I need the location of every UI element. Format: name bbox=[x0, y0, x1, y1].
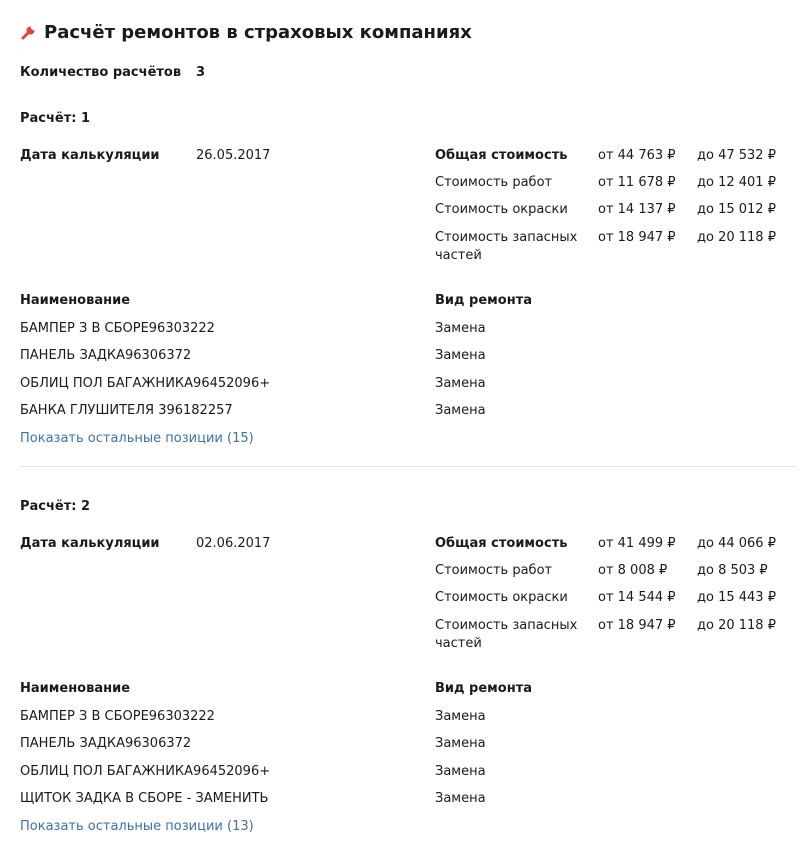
count-value: 3 bbox=[196, 65, 206, 80]
paint-cost-to: до 15 012 ₽ bbox=[697, 202, 776, 217]
date-value: 26.05.2017 bbox=[196, 148, 271, 163]
parts-cost-from: от 18 947 ₽ bbox=[598, 618, 676, 633]
repair-type: Замена bbox=[435, 736, 486, 751]
labor-cost-label: Стоимость работ bbox=[435, 175, 553, 190]
date-label: Дата калькуляции bbox=[20, 148, 160, 163]
paint-cost-from: от 14 544 ₽ bbox=[598, 590, 676, 605]
paint-cost-from: от 14 137 ₽ bbox=[598, 202, 676, 217]
part-name: БАМПЕР З В СБОРЕ96303222 bbox=[20, 321, 215, 336]
parts-cost-to: до 20 118 ₽ bbox=[697, 618, 776, 633]
paint-cost-to: до 15 443 ₽ bbox=[697, 590, 776, 605]
part-name: ЩИТОК ЗАДКА В СБОРЕ - ЗАМЕНИТЬ bbox=[20, 791, 269, 806]
column-header-repair: Вид ремонта bbox=[435, 681, 533, 696]
labor-cost-label: Стоимость работ bbox=[435, 563, 553, 578]
show-more-link[interactable]: Показать остальные позиции (15) bbox=[20, 431, 254, 446]
labor-cost-from: от 11 678 ₽ bbox=[598, 175, 676, 190]
parts-cost-label-line2: частей bbox=[435, 248, 482, 263]
parts-cost-label-line2: частей bbox=[435, 636, 482, 651]
part-name: БАМПЕР З В СБОРЕ96303222 bbox=[20, 709, 215, 724]
parts-cost-label-line1: Стоимость запасных bbox=[435, 230, 578, 245]
column-header-name: Наименование bbox=[20, 293, 131, 308]
parts-cost-to: до 20 118 ₽ bbox=[697, 230, 776, 245]
part-name: ОБЛИЦ ПОЛ БАГАЖНИКА96452096+ bbox=[20, 376, 271, 391]
parts-cost-from: от 18 947 ₽ bbox=[598, 230, 676, 245]
show-more-link[interactable]: Показать остальные позиции (13) bbox=[20, 819, 254, 834]
total-cost-from: от 41 499 ₽ bbox=[598, 536, 676, 551]
parts-cost-label-line1: Стоимость запасных bbox=[435, 618, 578, 633]
repair-type: Замена bbox=[435, 321, 486, 336]
repair-type: Замена bbox=[435, 403, 486, 418]
calculation-heading: Расчёт: 1 bbox=[20, 111, 91, 126]
part-name: БАНКА ГЛУШИТЕЛЯ 396182257 bbox=[20, 403, 233, 418]
labor-cost-to: до 12 401 ₽ bbox=[697, 175, 776, 190]
total-cost-from: от 44 763 ₽ bbox=[598, 148, 676, 163]
paint-cost-label: Стоимость окраски bbox=[435, 202, 568, 217]
column-header-repair: Вид ремонта bbox=[435, 293, 533, 308]
paint-cost-label: Стоимость окраски bbox=[435, 590, 568, 605]
total-cost-to: до 44 066 ₽ bbox=[697, 536, 776, 551]
calculation-block-2 bbox=[0, 388, 800, 834]
total-cost-label: Общая стоимость bbox=[435, 536, 568, 551]
repair-type: Замена bbox=[435, 764, 486, 779]
part-name: ОБЛИЦ ПОЛ БАГАЖНИКА96452096+ bbox=[20, 764, 271, 779]
part-name: ПАНЕЛЬ ЗАДКА96306372 bbox=[20, 736, 192, 751]
labor-cost-to: до 8 503 ₽ bbox=[697, 563, 768, 578]
labor-cost-from: от 8 008 ₽ bbox=[598, 563, 668, 578]
total-cost-to: до 47 532 ₽ bbox=[697, 148, 776, 163]
repair-type: Замена bbox=[435, 709, 486, 724]
page-title-text: Расчёт ремонтов в страховых компаниях bbox=[44, 21, 472, 43]
count-label: Количество расчётов bbox=[20, 65, 182, 80]
repair-type: Замена bbox=[435, 376, 486, 391]
total-cost-label: Общая стоимость bbox=[435, 148, 568, 163]
repair-type: Замена bbox=[435, 791, 486, 806]
repair-type: Замена bbox=[435, 348, 486, 363]
date-value: 02.06.2017 bbox=[196, 536, 271, 551]
date-label: Дата калькуляции bbox=[20, 536, 160, 551]
calculation-heading: Расчёт: 2 bbox=[20, 499, 91, 514]
part-name: ПАНЕЛЬ ЗАДКА96306372 bbox=[20, 348, 192, 363]
column-header-name: Наименование bbox=[20, 681, 131, 696]
